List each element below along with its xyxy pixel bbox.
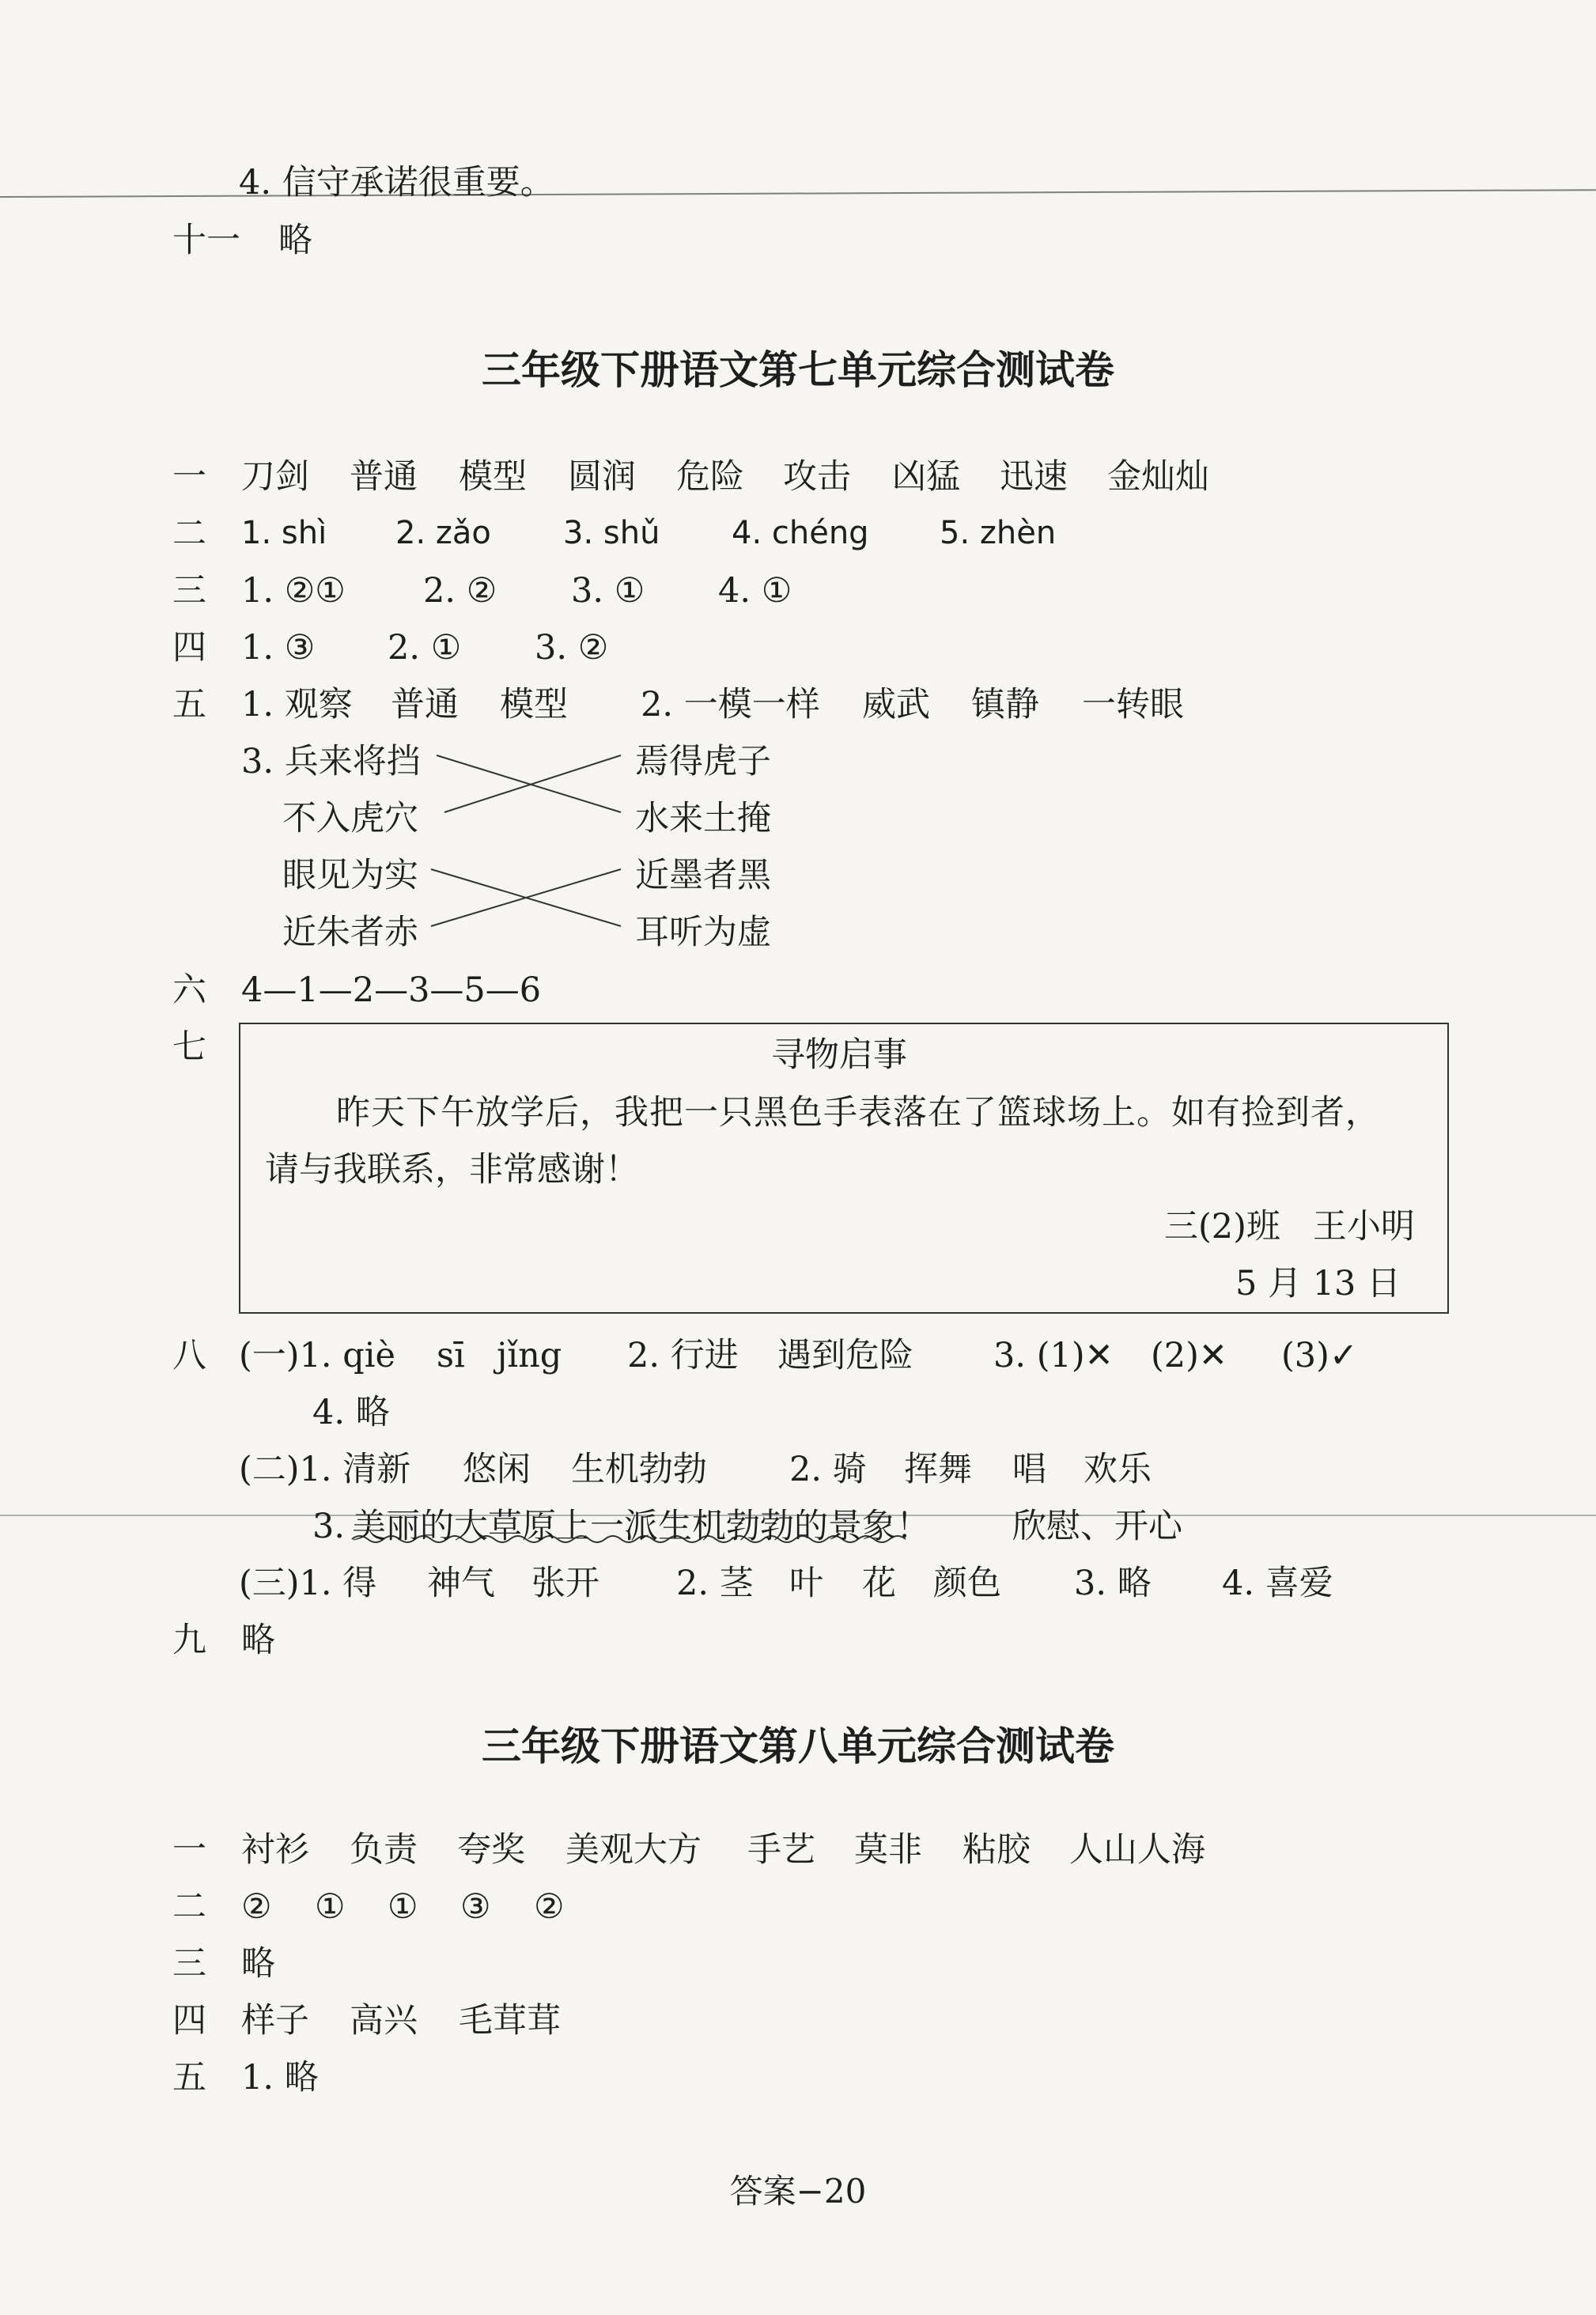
u7-q8-p1-item: 3. (1)✕ xyxy=(993,1336,1114,1375)
u8-q1-word: 衬衫 xyxy=(241,1830,309,1870)
u7-q1-number: 一 xyxy=(172,457,206,497)
unit8-title: 三年级下册语文第八单元综合测试卷 xyxy=(482,1723,1114,1769)
u7-q1-word: 攻击 xyxy=(783,457,851,497)
u7-q9-number: 九 xyxy=(172,1621,206,1660)
u8-q1-number: 一 xyxy=(172,1830,206,1870)
u7-q8-p1-item: jǐng xyxy=(497,1336,562,1375)
u7-q8-p3-item: 3. 略 xyxy=(1074,1564,1152,1603)
u7-q8-p3-item: 4. 喜爱 xyxy=(1222,1564,1333,1603)
q11-answer: 略 xyxy=(278,221,312,260)
u7-q8-p1-item: (一)1. qiè xyxy=(239,1336,395,1375)
u8-q5-number: 五 xyxy=(172,2058,206,2097)
u7-q8-p1-item: (2)✕ xyxy=(1151,1336,1227,1375)
u7-q5-item: 模型 xyxy=(500,685,568,724)
u8-q2-item: ② xyxy=(241,1887,272,1927)
u7-q2-number: 二 xyxy=(172,514,206,554)
u7-q5-idiom-left: 近朱者赤 xyxy=(282,913,418,952)
u7-q4-item: 1. ③ xyxy=(241,628,316,668)
u7-q5-idiom-left: 不入虎穴 xyxy=(282,799,418,838)
u8-q2-item: ③ xyxy=(460,1887,491,1927)
u7-q9-answer: 略 xyxy=(241,1621,275,1660)
notice-date: 5 月 13 日 xyxy=(1235,1264,1401,1303)
u7-q3-item: 1. ②① xyxy=(241,571,346,611)
unit7-title: 三年级下册语文第七单元综合测试卷 xyxy=(482,347,1114,393)
u8-q1-word: 粘胶 xyxy=(963,1830,1031,1870)
u7-q5-item: 一转眼 xyxy=(1082,685,1184,724)
u7-q7-number: 七 xyxy=(172,1027,206,1067)
u7-q8-p2-item: 2. 骑 xyxy=(789,1450,867,1489)
u8-q1-word: 莫非 xyxy=(854,1830,922,1870)
u7-q2-item: 1. shì xyxy=(241,515,327,551)
notice-signature: 三(2)班 王小明 xyxy=(1164,1207,1415,1246)
u7-q2-item: 5. zhèn xyxy=(940,515,1057,551)
u7-q5-number: 五 xyxy=(172,685,206,724)
u7-q1-word: 模型 xyxy=(459,457,527,497)
u7-q3-number: 三 xyxy=(172,571,206,611)
u7-q8-p2-item: 欢乐 xyxy=(1084,1450,1152,1489)
u7-q1-word: 金灿灿 xyxy=(1107,457,1209,497)
u8-q2-item: ① xyxy=(315,1887,346,1927)
u7-q1-word: 刀剑 xyxy=(241,457,309,497)
u7-q8-p3-item: 2. 茎 xyxy=(676,1564,754,1603)
u7-q4-item: 2. ① xyxy=(388,628,462,668)
u7-q1-word: 普通 xyxy=(350,457,418,497)
u7-q8-p2-item: 挥舞 xyxy=(904,1450,972,1489)
u7-q5-idiom-left: 眼见为实 xyxy=(282,856,418,895)
u7-q8-p3-item: 张开 xyxy=(531,1564,599,1603)
u7-q5-item: 1. 观察 xyxy=(241,685,353,724)
u7-q5-idiom-right: 近墨者黑 xyxy=(635,856,771,895)
u7-q8-p3-item: (三)1. 得 xyxy=(239,1564,377,1603)
u7-q8-p3-item: 叶 xyxy=(789,1564,823,1603)
u7-q8-p2-item: 悠闲 xyxy=(463,1450,531,1489)
prev-answer-4: 4. 信守承诺很重要。 xyxy=(239,163,554,202)
u8-q5-answer: 1. 略 xyxy=(241,2058,319,2097)
u7-q8-p1-item: sī xyxy=(437,1336,465,1375)
u8-q1-word: 美观大方 xyxy=(565,1830,702,1870)
u7-q1-word: 圆润 xyxy=(568,457,636,497)
u8-q2-number: 二 xyxy=(172,1887,206,1927)
u7-q5-item: 普通 xyxy=(391,685,459,724)
u7-q8-p1-item: 2. 行进 xyxy=(627,1336,739,1375)
u8-q1-word: 人山人海 xyxy=(1069,1830,1205,1870)
u7-q8-p2-item: 生机勃勃 xyxy=(571,1450,707,1489)
u7-q8-p3-item: 神气 xyxy=(427,1564,495,1603)
u7-q1-word: 凶猛 xyxy=(892,457,960,497)
notice-title: 寻物启事 xyxy=(771,1035,907,1075)
u7-q5-item: 镇静 xyxy=(971,685,1039,724)
u7-q5-idiom-right: 耳听为虚 xyxy=(635,913,771,952)
u7-q5-item: 2. 一模一样 xyxy=(641,685,820,724)
u7-q3-item: 3. ① xyxy=(571,571,645,611)
u7-q5-idiom-right: 水来土掩 xyxy=(635,799,771,838)
u8-q1-word: 负责 xyxy=(350,1830,418,1870)
u7-q2-item: 3. shǔ xyxy=(563,515,660,551)
u8-q3-number: 三 xyxy=(172,1944,206,1984)
u8-q4-number: 四 xyxy=(172,2001,206,2041)
u7-q4-number: 四 xyxy=(172,628,206,668)
u7-q8-number: 八 xyxy=(172,1336,206,1375)
notice-body-line1: 昨天下午放学后，我把一只黑色手表落在了篮球场上。如有捡到者， xyxy=(336,1093,1380,1133)
u7-q8-p2b-number: 3. xyxy=(312,1507,346,1546)
u7-q8-p2b-sentence: 美丽的大草原上一派生机勃勃的景象！ xyxy=(352,1507,930,1546)
u7-q2-item: 2. zǎo xyxy=(395,515,491,551)
u8-q2-item: ① xyxy=(388,1887,418,1927)
page-number: 答案−20 xyxy=(729,2172,867,2211)
q11-number: 十一 xyxy=(172,221,240,260)
u7-q8-p1b: 4. 略 xyxy=(312,1393,390,1432)
u7-q8-p2-item: 唱 xyxy=(1012,1450,1046,1489)
u8-q3-answer: 略 xyxy=(241,1944,275,1984)
u7-q3-item: 2. ② xyxy=(423,571,497,611)
u7-q5-idiom-left: 3. 兵来将挡 xyxy=(241,742,421,781)
u7-q2-item: 4. chéng xyxy=(732,515,869,551)
u7-q8-p1-item: (3)✓ xyxy=(1281,1336,1358,1375)
u7-q8-p1-item: 遇到危险 xyxy=(777,1336,913,1375)
u7-q8-p3-item: 颜色 xyxy=(933,1564,1001,1603)
u7-q4-item: 3. ② xyxy=(535,628,609,668)
u7-q6-answer: 4—1—2—3—5—6 xyxy=(241,970,542,1010)
u7-q8-p2b-tail: 欣慰、开心 xyxy=(1012,1507,1182,1546)
u7-q1-word: 迅速 xyxy=(1000,457,1068,497)
u8-q2-item: ② xyxy=(534,1887,565,1927)
u8-q4-word: 毛茸茸 xyxy=(459,2001,561,2041)
u7-q8-p3-item: 花 xyxy=(862,1564,896,1603)
u7-q8-p2-item: (二)1. 清新 xyxy=(239,1450,411,1489)
u8-q4-word: 样子 xyxy=(241,2001,309,2041)
u8-q1-word: 手艺 xyxy=(747,1830,815,1870)
u7-q5-idiom-right: 焉得虎子 xyxy=(635,742,771,781)
notice-body-line2: 请与我联系，非常感谢！ xyxy=(265,1150,639,1190)
u7-q3-item: 4. ① xyxy=(718,571,792,611)
u7-q1-word: 危险 xyxy=(676,457,744,497)
u8-q4-word: 高兴 xyxy=(350,2001,418,2041)
u8-q1-word: 夸奖 xyxy=(457,1830,525,1870)
u7-q6-number: 六 xyxy=(172,970,206,1010)
u7-q5-item: 威武 xyxy=(862,685,930,724)
